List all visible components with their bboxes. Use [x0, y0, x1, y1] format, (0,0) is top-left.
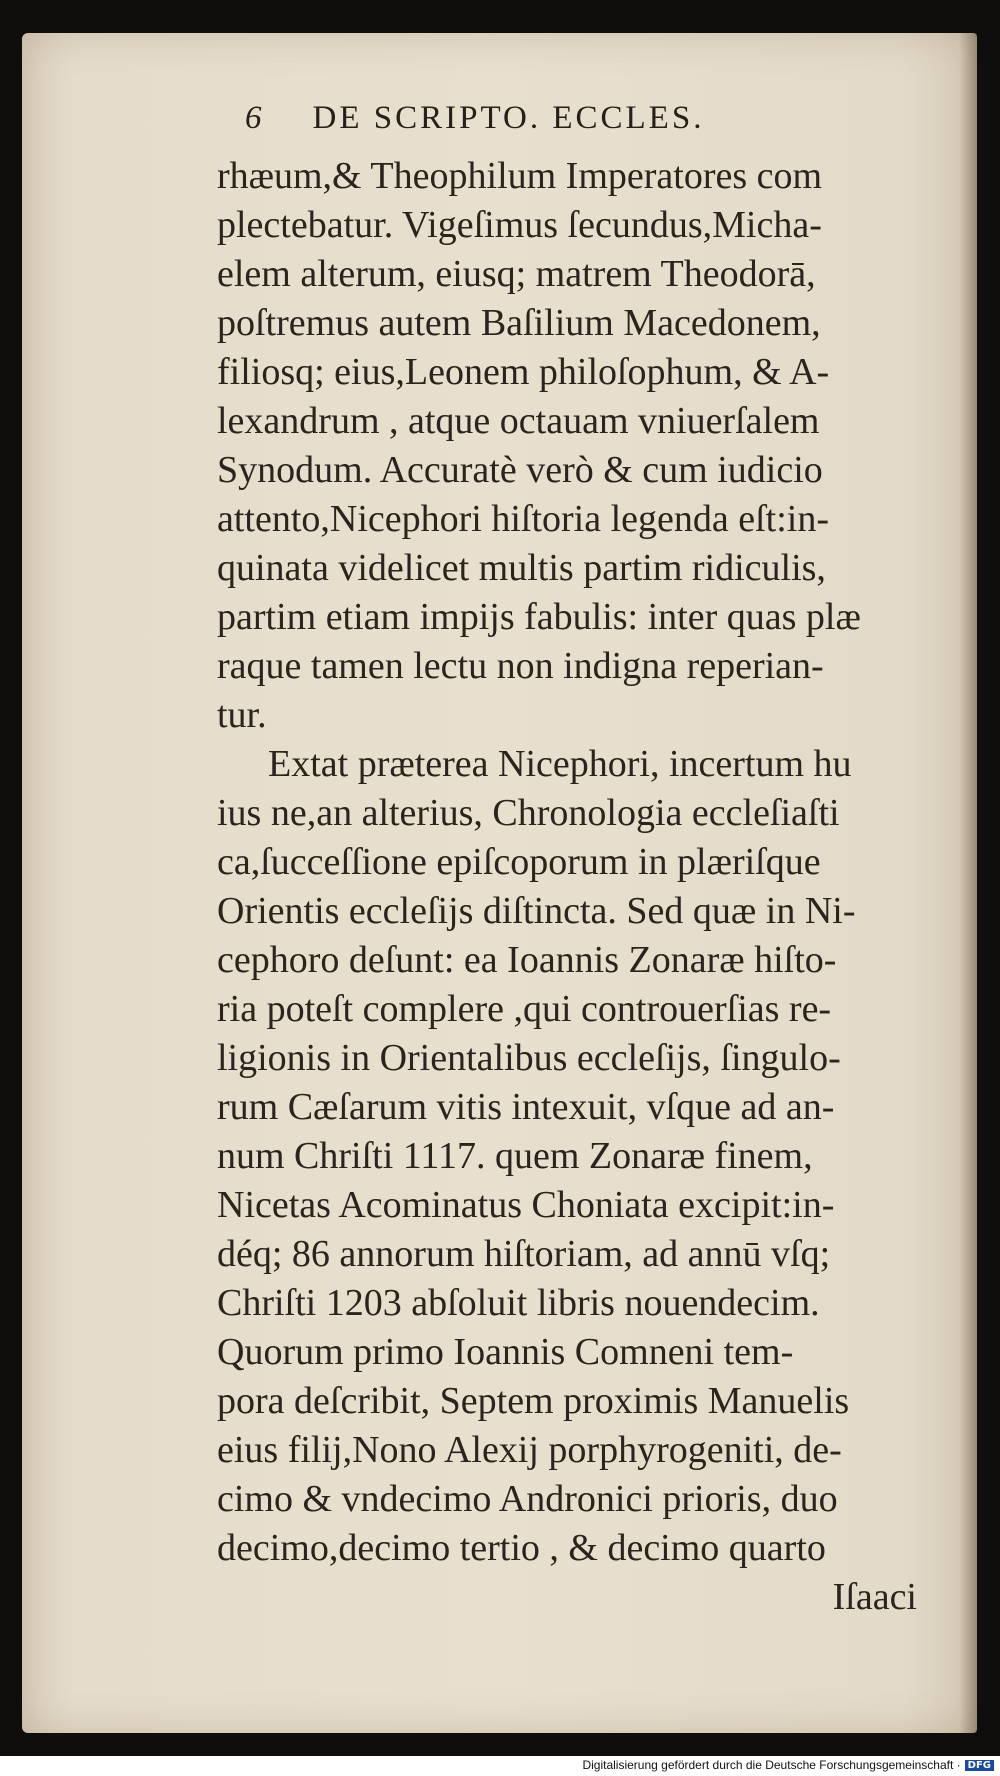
- text-line: ius ne,an alterius, Chronologia eccleſiaſti: [217, 792, 840, 834]
- running-title: DE SCRIPTO. ECCLES.: [312, 100, 705, 136]
- text-line: rum Cæſarum vitis intexuit, vſque ad an-: [217, 1086, 835, 1128]
- text-line: Synodum. Accuratè verò & cum iudicio: [217, 449, 823, 491]
- text-line: ligionis in Orientalibus eccleſijs, ſingulo-: [217, 1037, 841, 1079]
- credit-text: Digitalisierung gefördert durch die Deutsche Forschungsgemeinschaft ·: [582, 1758, 961, 1772]
- text-line: partim etiam impijs fabulis: inter quas plæ: [217, 596, 861, 638]
- text-line: attento,Nicephori hiſtoria legenda eſt:in-: [217, 498, 830, 540]
- text-line: poſtremus autem Baſilium Macedonem,: [217, 302, 821, 344]
- page-number: 6: [245, 100, 265, 136]
- text-line: decimo,decimo tertio , & decimo quarto: [217, 1527, 826, 1569]
- text-line: eius filij,Nono Alexij porphyrogeniti, de-: [217, 1429, 842, 1471]
- text-line: tur.: [217, 694, 267, 736]
- text-line: cephoro deſunt: ea Ioannis Zonaræ hiſto-: [217, 939, 837, 981]
- catchword: Iſaaci: [832, 1576, 917, 1618]
- text-line: plectebatur. Vigeſimus ſecundus,Micha-: [217, 204, 822, 246]
- text-line: filiosq; eius,Leonem philoſophum, & A-: [217, 351, 830, 393]
- dfg-logo: DFG: [965, 1760, 994, 1771]
- text-line: num Chriſti 1117. quem Zonaræ finem,: [217, 1135, 813, 1177]
- text-line: Chriſti 1203 abſoluit libris nouendecim.: [217, 1282, 820, 1324]
- text-line: elem alterum, eiusq; matrem Theodorā,: [217, 253, 816, 295]
- body-text: [217, 152, 977, 1622]
- digitization-credit: [582, 1758, 994, 1772]
- text-line: cimo & vndecimo Andronici prioris, duo: [217, 1478, 838, 1520]
- paragraph-start-line: Extat præterea Nicephori, incertum hu: [268, 743, 852, 785]
- text-line: lexandrum , atque octauam vniuerſalem: [217, 400, 820, 442]
- text-line: Nicetas Acominatus Choniata excipit:in-: [217, 1184, 835, 1226]
- text-line: ca,ſucceſſione epiſcoporum in plæriſque: [217, 841, 821, 883]
- text-line: Orientis eccleſijs diſtincta. Sed quæ in Ni-: [217, 890, 856, 932]
- text-line: raque tamen lectu non indigna reperian-: [217, 645, 824, 687]
- text-line: quinata videlicet multis partim ridiculis,: [217, 547, 826, 589]
- text-line: pora deſcribit, Septem proximis Manuelis: [217, 1380, 850, 1422]
- text-line: rhæum,& Theophilum Imperatores com: [217, 155, 823, 197]
- text-line: ria poteſt complere ,qui controuerſias re-: [217, 988, 832, 1030]
- text-line: déq; 86 annorum hiſtoriam, ad annū vſq;: [217, 1233, 831, 1275]
- running-head: [245, 100, 865, 144]
- text-line: Quorum primo Ioannis Comneni tem-: [217, 1331, 794, 1373]
